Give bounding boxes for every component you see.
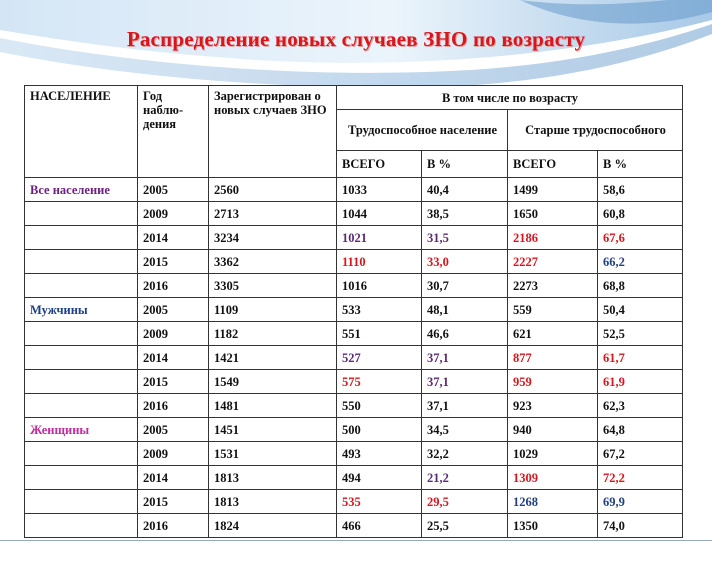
group-label: Мужчины: [25, 298, 138, 322]
working-total-cell: 500: [337, 418, 422, 442]
table-row: [25, 514, 683, 538]
registered-cell: 2713: [209, 202, 337, 226]
working-pct-cell: 37,1: [422, 346, 508, 370]
older-pct-cell: 72,2: [598, 466, 683, 490]
year-cell: 2014: [138, 226, 209, 250]
registered-cell: 2560: [209, 178, 337, 202]
working-pct-cell: 37,1: [422, 394, 508, 418]
working-total-cell: 1044: [337, 202, 422, 226]
older-pct-cell: 61,9: [598, 370, 683, 394]
older-total-cell: 621: [508, 322, 598, 346]
registered-cell: 1481: [209, 394, 337, 418]
year-cell: 2015: [138, 250, 209, 274]
working-pct-cell: 40,4: [422, 178, 508, 202]
group-label: [25, 322, 138, 346]
header-by-age: В том числе по возрасту: [337, 86, 683, 110]
registered-cell: 3234: [209, 226, 337, 250]
table-row: [25, 274, 683, 298]
older-pct-cell: 69,9: [598, 490, 683, 514]
table-row: [25, 322, 683, 346]
table-row: [25, 250, 683, 274]
year-cell: 2014: [138, 346, 209, 370]
table-row: [25, 394, 683, 418]
group-label: [25, 346, 138, 370]
working-total-cell: 1016: [337, 274, 422, 298]
working-pct-cell: 21,2: [422, 466, 508, 490]
working-total-cell: 533: [337, 298, 422, 322]
older-pct-cell: 52,5: [598, 322, 683, 346]
header-older-age: Старше трудоспособного: [508, 110, 683, 151]
older-pct-cell: 64,8: [598, 418, 683, 442]
older-total-cell: 1029: [508, 442, 598, 466]
older-pct-cell: 67,6: [598, 226, 683, 250]
working-pct-cell: 32,2: [422, 442, 508, 466]
year-cell: 2016: [138, 394, 209, 418]
table-row: [25, 442, 683, 466]
table-row: [25, 466, 683, 490]
year-cell: 2015: [138, 370, 209, 394]
year-cell: 2005: [138, 418, 209, 442]
table-row: [25, 202, 683, 226]
working-pct-cell: 48,1: [422, 298, 508, 322]
older-total-cell: 1268: [508, 490, 598, 514]
registered-cell: 1421: [209, 346, 337, 370]
working-pct-cell: 25,5: [422, 514, 508, 538]
year-cell: 2016: [138, 274, 209, 298]
working-pct-cell: 29,5: [422, 490, 508, 514]
header-working-age: Трудоспособное население: [337, 110, 508, 151]
older-total-cell: 923: [508, 394, 598, 418]
working-total-cell: 550: [337, 394, 422, 418]
working-pct-cell: 38,5: [422, 202, 508, 226]
registered-cell: 3362: [209, 250, 337, 274]
group-label: [25, 226, 138, 250]
working-total-cell: 494: [337, 466, 422, 490]
table-row: [25, 346, 683, 370]
group-label: Женщины: [25, 418, 138, 442]
older-pct-cell: 58,6: [598, 178, 683, 202]
group-label: [25, 466, 138, 490]
year-cell: 2016: [138, 514, 209, 538]
working-total-cell: 466: [337, 514, 422, 538]
table-row: [25, 226, 683, 250]
older-total-cell: 1309: [508, 466, 598, 490]
older-total-cell: 1650: [508, 202, 598, 226]
header-pct-working: В %: [422, 151, 508, 178]
table-row: [25, 418, 683, 442]
table-row: [25, 370, 683, 394]
year-cell: 2009: [138, 322, 209, 346]
year-cell: 2014: [138, 466, 209, 490]
registered-cell: 1451: [209, 418, 337, 442]
header-population: НАСЕЛЕНИЕ: [25, 86, 138, 178]
older-total-cell: 959: [508, 370, 598, 394]
older-pct-cell: 67,2: [598, 442, 683, 466]
working-pct-cell: 34,5: [422, 418, 508, 442]
registered-cell: 1813: [209, 466, 337, 490]
year-cell: 2015: [138, 490, 209, 514]
older-total-cell: 1350: [508, 514, 598, 538]
header-total-older: ВСЕГО: [508, 151, 598, 178]
group-label: [25, 202, 138, 226]
group-label: Все население: [25, 178, 138, 202]
working-pct-cell: 31,5: [422, 226, 508, 250]
group-label: [25, 274, 138, 298]
registered-cell: 1182: [209, 322, 337, 346]
older-total-cell: 877: [508, 346, 598, 370]
header-registered: Зарегистрирован о новых случаев ЗНО: [209, 86, 337, 178]
year-cell: 2005: [138, 298, 209, 322]
working-total-cell: 1033: [337, 178, 422, 202]
group-label: [25, 442, 138, 466]
table-row: [25, 178, 683, 202]
working-pct-cell: 46,6: [422, 322, 508, 346]
registered-cell: 1549: [209, 370, 337, 394]
older-pct-cell: 50,4: [598, 298, 683, 322]
older-pct-cell: 60,8: [598, 202, 683, 226]
older-total-cell: 1499: [508, 178, 598, 202]
group-label: [25, 514, 138, 538]
older-total-cell: 559: [508, 298, 598, 322]
table-row: [25, 490, 683, 514]
older-pct-cell: 68,8: [598, 274, 683, 298]
year-cell: 2009: [138, 202, 209, 226]
older-total-cell: 940: [508, 418, 598, 442]
registered-cell: 1531: [209, 442, 337, 466]
table-row: [25, 298, 683, 322]
year-cell: 2005: [138, 178, 209, 202]
working-total-cell: 575: [337, 370, 422, 394]
registered-cell: 1813: [209, 490, 337, 514]
group-label: [25, 394, 138, 418]
older-total-cell: 2273: [508, 274, 598, 298]
data-table: [24, 85, 683, 538]
older-total-cell: 2227: [508, 250, 598, 274]
older-pct-cell: 61,7: [598, 346, 683, 370]
working-total-cell: 535: [337, 490, 422, 514]
registered-cell: 1109: [209, 298, 337, 322]
working-total-cell: 1110: [337, 250, 422, 274]
working-total-cell: 527: [337, 346, 422, 370]
working-total-cell: 1021: [337, 226, 422, 250]
older-pct-cell: 74,0: [598, 514, 683, 538]
older-total-cell: 2186: [508, 226, 598, 250]
older-pct-cell: 66,2: [598, 250, 683, 274]
year-cell: 2009: [138, 442, 209, 466]
older-pct-cell: 62,3: [598, 394, 683, 418]
group-label: [25, 370, 138, 394]
header-year: Год наблю-дения: [138, 86, 209, 178]
group-label: [25, 250, 138, 274]
registered-cell: 3305: [209, 274, 337, 298]
working-pct-cell: 30,7: [422, 274, 508, 298]
working-pct-cell: 33,0: [422, 250, 508, 274]
working-pct-cell: 37,1: [422, 370, 508, 394]
page-title: Распределение новых случаев ЗНО по возрасту: [126, 27, 586, 51]
working-total-cell: 551: [337, 322, 422, 346]
working-total-cell: 493: [337, 442, 422, 466]
header-pct-older: В %: [598, 151, 683, 178]
header-total-working: ВСЕГО: [337, 151, 422, 178]
registered-cell: 1824: [209, 514, 337, 538]
group-label: [25, 490, 138, 514]
